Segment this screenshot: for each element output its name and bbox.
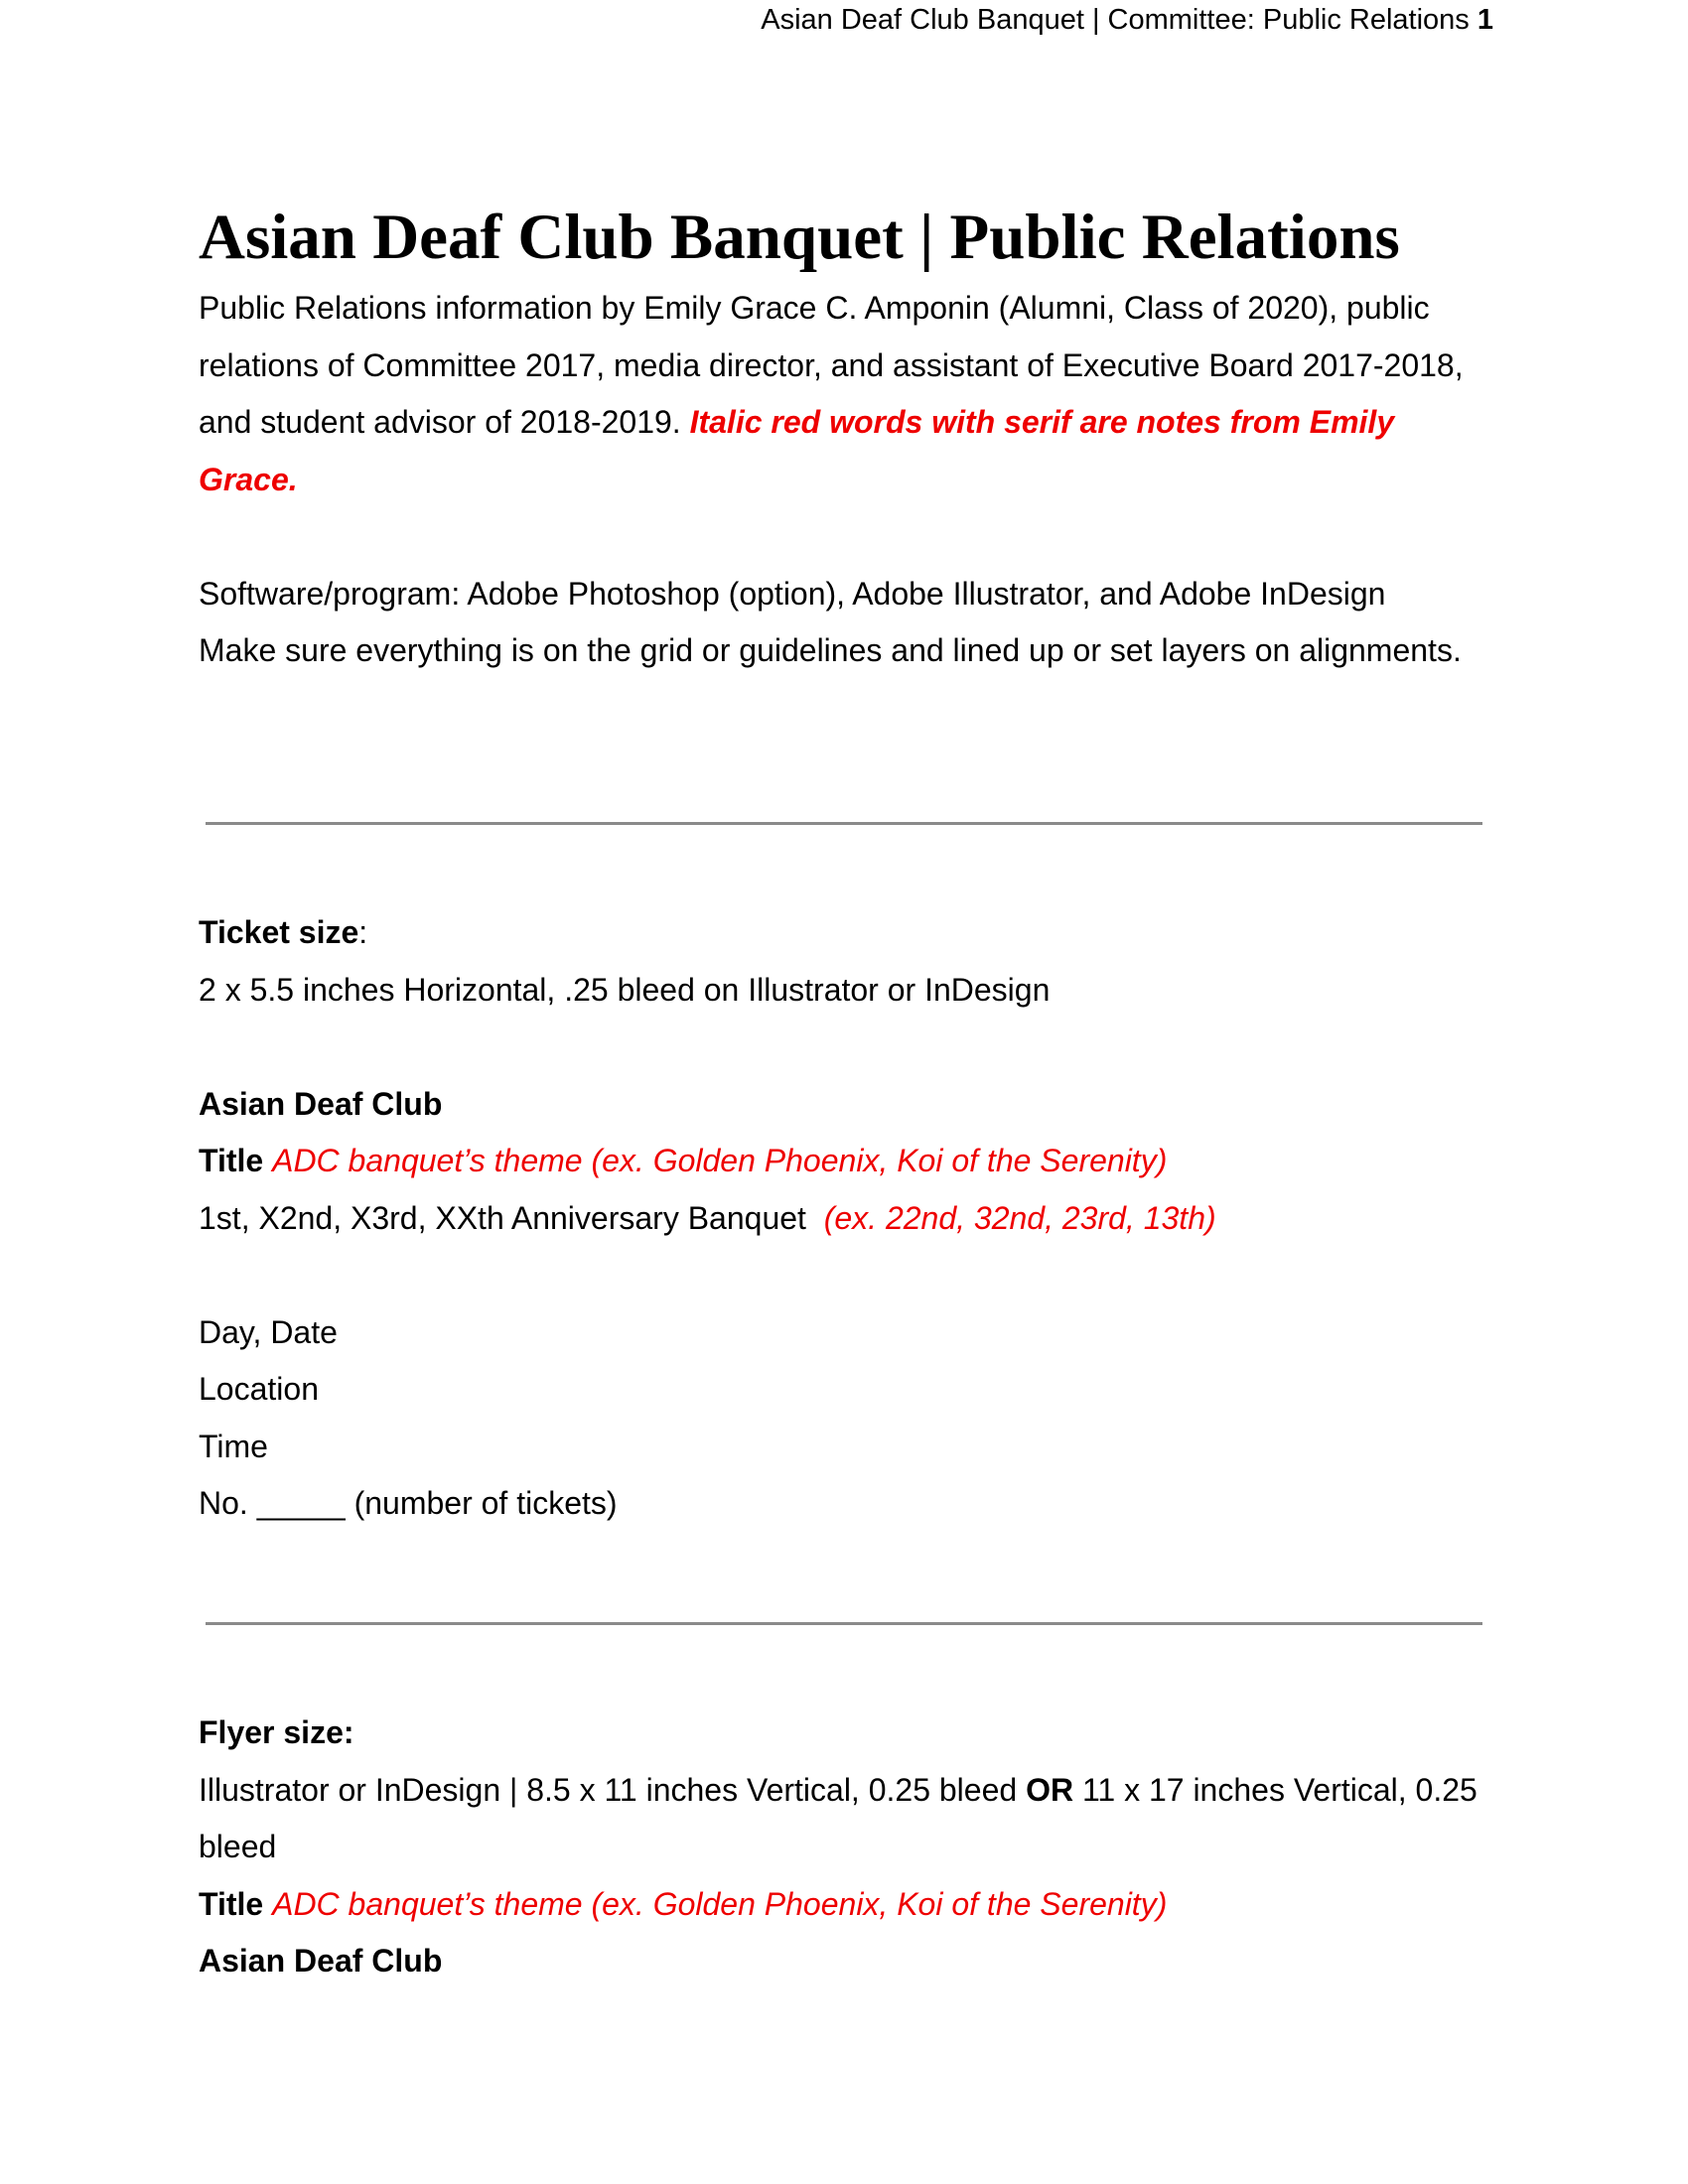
ticket-heading: Ticket size	[199, 914, 359, 950]
ticket-section	[199, 904, 1489, 1533]
ticket-anniversary-line	[199, 1190, 1489, 1248]
flyer-size-part2: 11 x 17 inches Vertical, 0.25 bleed	[199, 1771, 1477, 1864]
intro-text: Public Relations information by Emily Grace C. Amponin (Alumni, Class of 2020), public relations of Committee 2017, media director, and assistant of Executive Board 2017-2018, and student advisor of 2018-2019.	[199, 290, 1464, 440]
flyer-section	[199, 1705, 1489, 1990]
ticket-day-date: Day, Date	[199, 1313, 338, 1350]
ticket-club-name: Asian Deaf Club	[199, 1085, 443, 1122]
ticket-anniversary: 1st, X2nd, X3rd, XXth Anniversary Banquet	[199, 1199, 806, 1236]
running-header	[761, 2, 1493, 38]
ticket-heading-colon: :	[358, 914, 368, 950]
ticket-number: No. _____ (number of tickets)	[199, 1485, 618, 1521]
document-title: Asian Deaf Club Banquet | Public Relations	[199, 202, 1400, 273]
section-divider	[206, 822, 1482, 825]
flyer-size-or: OR	[1026, 1771, 1074, 1808]
ticket-title-note: ADC banquet’s theme (ex. Golden Phoenix, Koi of the Serenity)	[272, 1143, 1168, 1178]
ticket-location: Location	[199, 1371, 319, 1407]
flyer-club-name: Asian Deaf Club	[199, 1943, 443, 1979]
flyer-title-line	[199, 1876, 1489, 1934]
ticket-time: Time	[199, 1428, 268, 1464]
ticket-anniversary-note: (ex. 22nd, 32nd, 23rd, 13th)	[823, 1199, 1216, 1236]
intro-paragraph	[199, 280, 1489, 508]
intro-note: Italic red words with serif are notes from Emily Grace.	[199, 404, 1395, 497]
flyer-heading: Flyer size:	[199, 1714, 354, 1750]
section-divider	[206, 1622, 1482, 1625]
flyer-title-note: ADC banquet’s theme (ex. Golden Phoenix, Koi of the Serenity)	[272, 1885, 1168, 1922]
ticket-title-label: Title	[199, 1143, 264, 1178]
ticket-title-line	[199, 1133, 1489, 1190]
page-number: 1	[1477, 4, 1493, 36]
flyer-title-label: Title	[199, 1885, 264, 1922]
flyer-size	[199, 1762, 1489, 1876]
ticket-heading-line	[199, 904, 1489, 962]
flyer-size-part1: Illustrator or InDesign | 8.5 x 11 inches Vertical, 0.25 bleed	[199, 1771, 1018, 1808]
ticket-size: 2 x 5.5 inches Horizontal, .25 bleed on Illustrator or InDesign	[199, 971, 1051, 1008]
grid-instruction: Make sure everything is on the grid or guidelines and lined up or set layers on alignments.	[199, 632, 1462, 668]
intro-section	[199, 195, 1489, 680]
running-title: Asian Deaf Club Banquet | Committee: Public Relations	[761, 4, 1470, 36]
software-line: Software/program: Adobe Photoshop (option), Adobe Illustrator, and Adobe InDesign	[199, 575, 1386, 612]
